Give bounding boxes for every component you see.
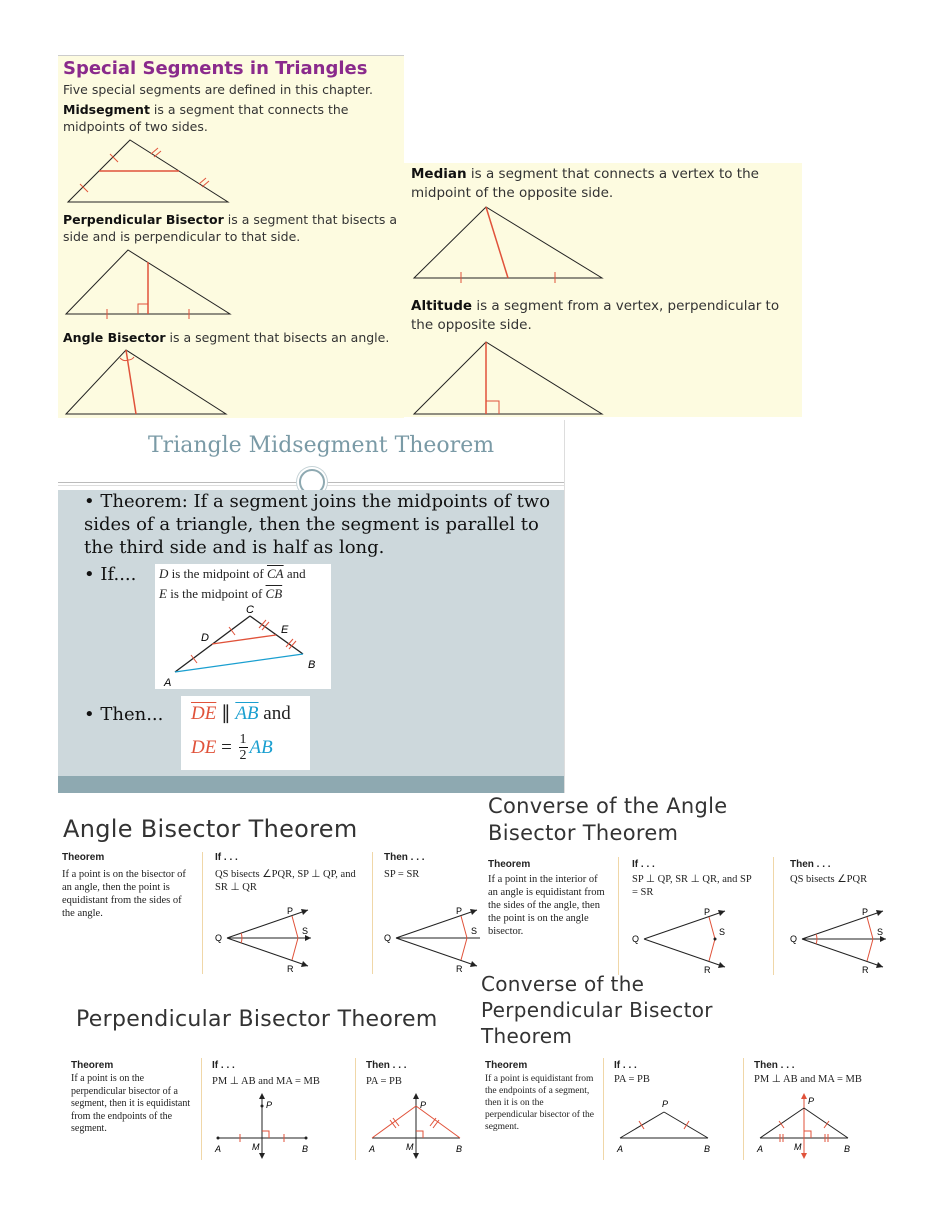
cab-then-label: Then . . .	[790, 859, 831, 870]
angle-triangle	[66, 350, 226, 414]
then-line-1	[191, 702, 291, 725]
label-m: M	[406, 1142, 414, 1152]
label-a: A	[164, 677, 172, 689]
pbt-then-text: PA = PB	[366, 1076, 402, 1087]
median-line	[486, 207, 508, 278]
special-segments-panel	[58, 55, 404, 418]
right-angle	[416, 1131, 423, 1138]
cpb-then-diagram	[754, 1090, 864, 1160]
perp-bisector-term: Perpendicular Bisector	[63, 212, 224, 227]
median-term: Median	[411, 166, 467, 182]
divider	[618, 857, 619, 975]
tick-right-4	[202, 181, 209, 187]
label-r: R	[456, 964, 463, 974]
arrow-r	[470, 961, 477, 967]
if-line-1-text: is the midpoint of	[168, 566, 267, 581]
arrow-r	[718, 962, 725, 968]
label-a: A	[215, 1144, 222, 1154]
seg-sr	[867, 939, 873, 961]
abt-theorem-label: Theorem	[62, 852, 105, 863]
if-line-1-end: and	[283, 566, 306, 581]
then-seg-ab: $\overline{AB}$	[235, 703, 259, 724]
perp-bisector-theorem-heading: Perpendicular Bisector Theorem	[76, 1007, 438, 1032]
seg-sp	[461, 916, 467, 938]
label-p: P	[808, 1096, 815, 1106]
angle-bisector-def: is a segment that bisects an angle.	[165, 330, 390, 345]
label-m: M	[794, 1142, 802, 1152]
cpb-theorem-label: Theorem	[485, 1060, 528, 1071]
label-s: S	[471, 926, 478, 936]
tick-right-2	[154, 151, 161, 157]
segment-cb: $\overline{CB}$	[265, 586, 283, 601]
angle-arc-2	[128, 357, 134, 360]
tick-left-2	[110, 154, 118, 162]
then-bullet	[84, 703, 163, 726]
seg-sp	[867, 917, 873, 939]
ray-qr	[396, 938, 477, 966]
cab-then-text: QS bisects ∠PQR	[790, 874, 868, 885]
slide-title: Triangle Midsegment Theorem	[148, 433, 495, 458]
cab-if-text: SP ⊥ QP, SR ⊥ QR, and SP = SR	[632, 874, 752, 898]
abt-if-label: If . . .	[215, 852, 238, 863]
label-q: Q	[790, 934, 798, 944]
label-s: S	[877, 927, 884, 937]
midsegment-diagram	[58, 136, 404, 211]
perp-bisector-theorem-block	[71, 1058, 471, 1163]
then-eq-ab: AB	[249, 736, 273, 758]
if-line-2-text: is the midpoint of	[166, 586, 266, 601]
cab-if-diagram	[632, 905, 742, 975]
label-a: A	[369, 1144, 376, 1154]
then-label: Then...	[100, 704, 164, 725]
pbt-if-text: PM ⊥ AB and MA = MB	[212, 1076, 320, 1087]
ray-qp	[644, 911, 725, 939]
arrow-r	[876, 962, 883, 968]
arrow-p	[301, 909, 308, 915]
converse-perp-bisector-block	[485, 1058, 905, 1163]
then-seg-de: $\overline{DE}$	[191, 703, 217, 724]
point-b	[305, 1137, 308, 1140]
perp-bisector-diagram	[58, 246, 404, 321]
angle-bisector-theorem-heading: Angle Bisector Theorem	[63, 815, 358, 843]
special-segments-intro: Five special segments are defined in this chapter.	[63, 82, 374, 97]
if-label: If....	[100, 564, 137, 585]
arrow-p	[876, 910, 883, 916]
arrow-down	[259, 1153, 265, 1159]
ray-qp	[396, 910, 477, 938]
heading-line-1: Converse of the Angle	[488, 794, 728, 818]
altitude-def: is a segment from a vertex, perpendicular to the opposite side.	[411, 298, 780, 333]
label-r: R	[287, 964, 294, 974]
converse-angle-bisector-block	[488, 857, 900, 977]
label-q: Q	[215, 933, 223, 943]
then-and: and	[258, 703, 291, 724]
bullet-dot: •	[84, 564, 101, 585]
label-r: R	[704, 965, 711, 975]
abt-then-diagram	[384, 904, 484, 974]
arrow-up	[801, 1093, 807, 1099]
label-b: B	[308, 659, 316, 671]
converse-perp-bisector-heading	[481, 971, 713, 1049]
heading-line-2: Bisector Theorem	[488, 821, 679, 845]
tick-pb	[684, 1121, 689, 1129]
divider	[202, 852, 203, 974]
slide-footer-bar	[58, 776, 564, 793]
side-cb	[250, 616, 303, 654]
equals-sign: =	[216, 736, 237, 758]
midsegment-term: Midsegment	[63, 102, 150, 117]
point-e-label: E	[159, 586, 167, 601]
median-triangle	[414, 207, 602, 278]
midsegment-definition	[63, 101, 403, 135]
tick-pa	[639, 1121, 644, 1129]
label-m: M	[252, 1142, 260, 1152]
altitude-right-angle	[486, 401, 499, 414]
cab-then-diagram	[790, 905, 890, 975]
seg-sr	[292, 938, 298, 960]
label-c: C	[246, 604, 254, 616]
label-s: S	[302, 926, 309, 936]
midsegment-def: is a segment that connects the midpoints of two sides.	[63, 102, 349, 134]
tick-right-1	[151, 148, 158, 154]
point-p	[261, 1105, 264, 1108]
if-figure	[155, 564, 331, 689]
label-b: B	[844, 1144, 851, 1154]
heading-line-3: Theorem	[481, 1024, 573, 1048]
right-angle	[804, 1131, 811, 1138]
theorem-text: Theorem: If a segment joins the midpoints of two sides of a triangle, then the segment is parallel to the third side and is half as long.	[84, 491, 551, 558]
angle-bisector-theorem-block	[62, 852, 478, 977]
then-line-2	[191, 732, 273, 763]
median-diagram	[404, 203, 802, 283]
cpb-then-text: PM ⊥ AB and MA = MB	[754, 1074, 862, 1085]
special-segments-panel-right	[404, 163, 802, 417]
tick-right-3	[199, 178, 206, 184]
label-a: A	[617, 1144, 624, 1154]
divider	[201, 1058, 202, 1160]
label-q: Q	[384, 933, 392, 943]
ray-qr	[644, 939, 725, 967]
divider	[355, 1058, 356, 1160]
median-def: is a segment that connects a vertex to the midpoint of the opposite side.	[411, 166, 759, 201]
label-d: D	[201, 632, 209, 644]
arrow-down	[413, 1153, 419, 1159]
converse-angle-bisector-heading	[488, 793, 727, 847]
ray-qr	[802, 939, 883, 967]
cpb-theorem-text: If a point is equidistant from the endpoints of a segment, then it is on the perpendicular bisector of the segment.	[485, 1074, 594, 1132]
seg-sr	[461, 938, 467, 960]
slide-content-area	[58, 490, 564, 776]
seg-pa	[760, 1108, 804, 1138]
label-p: P	[420, 1100, 427, 1110]
arrow-up	[413, 1093, 419, 1099]
label-b: B	[456, 1144, 463, 1154]
abt-then-text: SP = SR	[384, 869, 420, 880]
segment-de	[212, 635, 276, 644]
label-q: Q	[632, 934, 640, 944]
label-r: R	[862, 965, 869, 975]
segment-ca: $\overline{CA}$	[266, 566, 284, 581]
theorem-bullet	[84, 490, 554, 559]
arrow-down	[801, 1153, 807, 1159]
midsegment-slide	[58, 420, 565, 793]
altitude-triangle	[414, 342, 602, 414]
seg-sr	[709, 939, 715, 961]
divider	[372, 852, 373, 974]
label-p: P	[266, 1100, 273, 1110]
label-a: A	[757, 1144, 764, 1154]
heading-line-2: Perpendicular Bisector	[481, 998, 713, 1022]
pbt-if-diagram	[212, 1090, 322, 1160]
median-definition	[411, 165, 796, 203]
if-bullet	[84, 563, 136, 586]
perp-bisector-def: is a segment that bisects a side and is perpendicular to that side.	[63, 212, 398, 244]
perp-bisector-definition	[63, 211, 398, 245]
label-p: P	[456, 906, 463, 916]
cab-theorem-text: If a point in the interior of an angle is equidistant from the sides of the angle, then the point is on the angle bisector.	[488, 874, 605, 937]
divider	[743, 1058, 744, 1160]
cpb-then-label: Then . . .	[754, 1060, 795, 1071]
then-eq-de: DE	[191, 736, 217, 758]
parallel-symbol: ∥	[216, 703, 236, 724]
label-e: E	[281, 624, 289, 636]
cab-if-label: If . . .	[632, 859, 655, 870]
bullet-dot: •	[84, 704, 101, 725]
arrow-p	[470, 909, 477, 915]
seg-pa	[372, 1106, 416, 1138]
cab-theorem-label: Theorem	[488, 859, 531, 870]
label-b: B	[302, 1144, 309, 1154]
seg-sp	[709, 917, 715, 939]
cpb-if-diagram	[614, 1090, 724, 1160]
angle-bisector-term: Angle Bisector	[63, 330, 166, 345]
angle-bisector-diagram	[58, 346, 404, 416]
ray-qr	[227, 938, 308, 966]
label-p: P	[287, 906, 294, 916]
pbt-if-label: If . . .	[212, 1060, 235, 1071]
point-s	[714, 938, 717, 941]
if-line-1	[159, 566, 306, 582]
tick-left-1	[80, 184, 88, 192]
label-s: S	[719, 927, 726, 937]
label-b: B	[704, 1144, 711, 1154]
fraction-num: 1	[239, 732, 247, 747]
then-figure	[181, 696, 310, 770]
ray-qp	[227, 910, 308, 938]
ray-qp	[802, 911, 883, 939]
altitude-term: Altitude	[411, 298, 473, 314]
abt-if-text: QS bisects ∠PQR, SP ⊥ QP, and SR ⊥ QR	[215, 869, 356, 893]
point-a	[217, 1137, 220, 1140]
if-line-2	[159, 586, 282, 602]
point-d-label: D	[159, 566, 169, 581]
label-p: P	[662, 1099, 669, 1109]
abt-then-label: Then . . .	[384, 852, 425, 863]
arrow-up	[259, 1093, 265, 1099]
fraction-half	[239, 732, 248, 763]
altitude-diagram	[404, 338, 802, 416]
arrow-r	[301, 961, 308, 967]
abt-if-diagram	[215, 904, 375, 974]
fraction-den: 2	[239, 748, 247, 763]
arrow-p	[718, 910, 725, 916]
heading-line-1: Converse of the	[481, 972, 645, 996]
side-ab	[175, 654, 303, 672]
right-angle	[262, 1131, 269, 1138]
seg-sp	[292, 916, 298, 938]
angle-bisector-definition	[63, 329, 398, 346]
pbt-then-diagram	[366, 1090, 476, 1160]
divider	[603, 1058, 604, 1160]
label-p: P	[704, 907, 711, 917]
pbt-theorem-label: Theorem	[71, 1060, 114, 1071]
right-angle-mark	[138, 304, 148, 314]
label-p: P	[862, 907, 869, 917]
pbt-then-label: Then . . .	[366, 1060, 407, 1071]
altitude-definition	[411, 297, 796, 335]
pbt-theorem-text: If a point is on the perpendicular bisector of a segment, then it is equidistant from the endpoints of the segment.	[71, 1073, 191, 1134]
divider	[773, 857, 774, 975]
special-segments-title: Special Segments in Triangles	[63, 58, 368, 79]
abt-theorem-text: If a point is on the bisector of an angle, then the point is equidistant from the sides of the angle.	[62, 869, 186, 919]
bullet-dot: •	[84, 491, 101, 512]
midsegment-triangle-figure	[155, 604, 331, 689]
cpb-if-text: PA = PB	[614, 1074, 650, 1085]
cpb-if-label: If . . .	[614, 1060, 637, 1071]
